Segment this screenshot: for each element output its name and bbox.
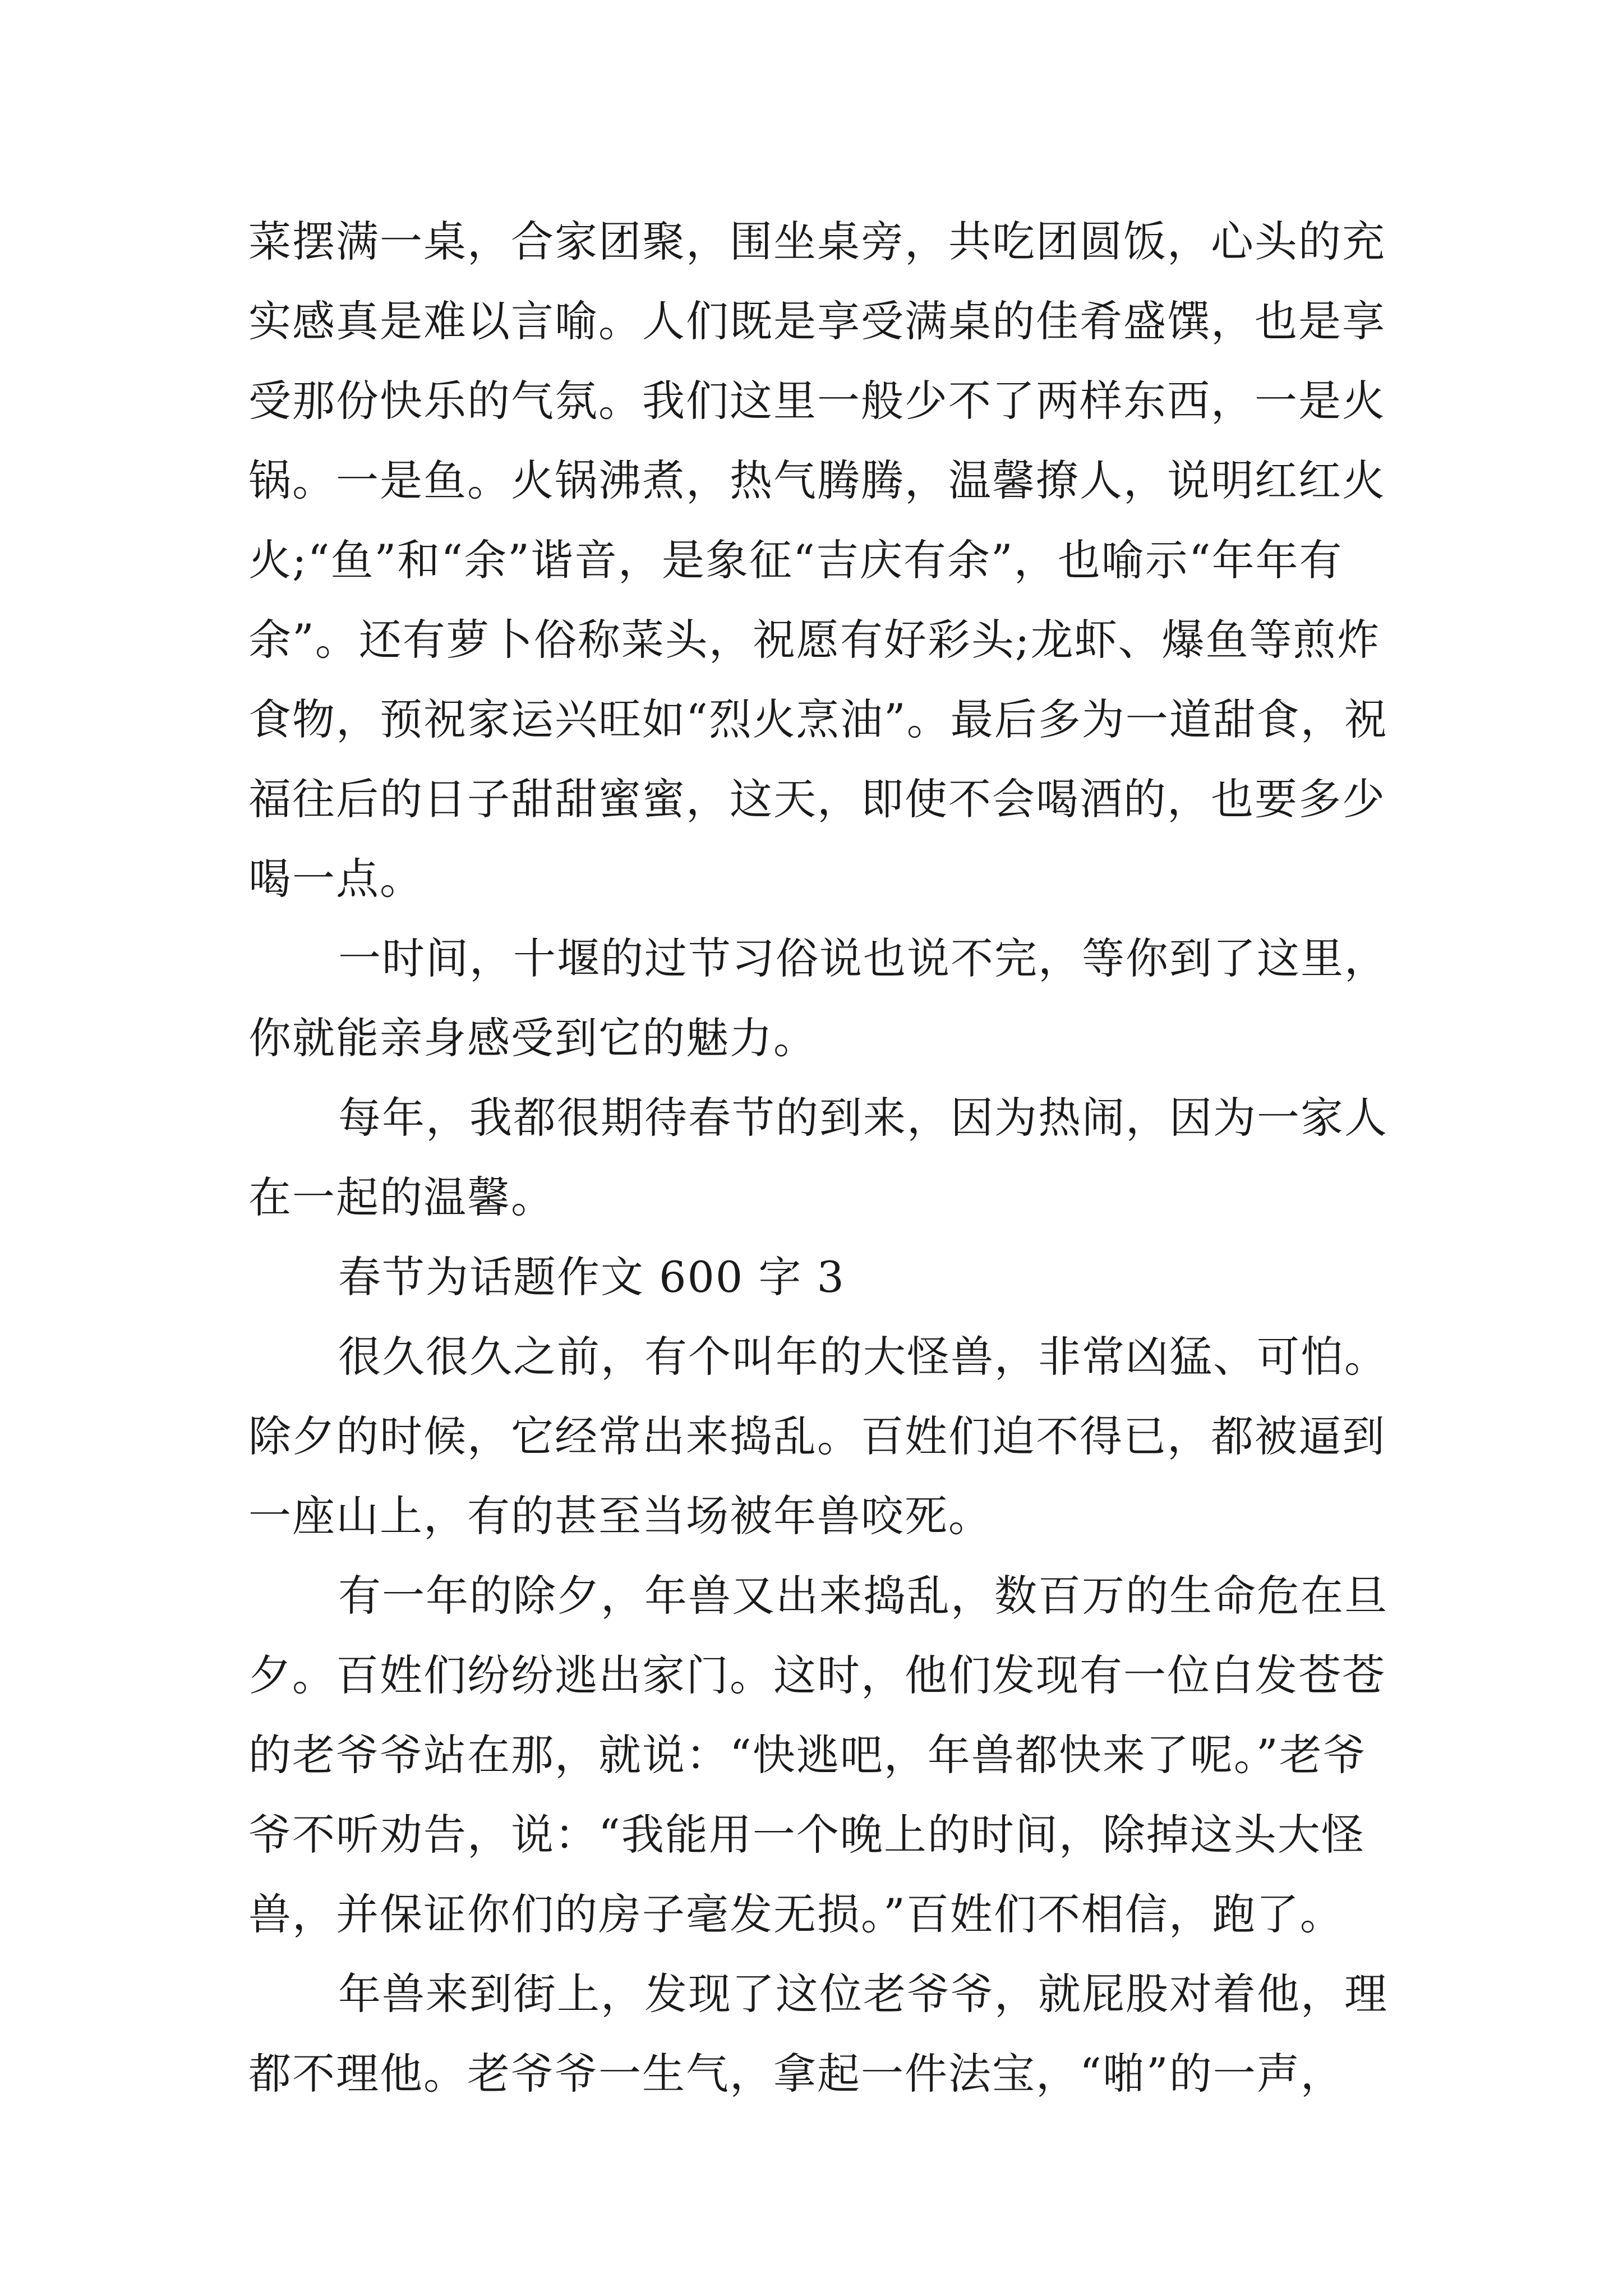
section-heading: 春节为话题作文 600 字 3 <box>338 1252 845 1302</box>
document-body <box>248 202 1393 2114</box>
paragraph-looking-forward: 每年，我都很期待春节的到来，因为热闹，因为一家人在一起的温馨。 <box>248 1093 1388 1222</box>
paragraph-new-year-dinner: 菜摆满一桌，合家团聚，围坐桌旁，共吃团圆饭，心头的充实感真是难以言喻。人们既是享受满桌的佳肴盛馔，也是享受那份快乐的气氛。我们这里一般少不了两样东西，一是火锅。一是鱼。火锅沸煮，热气腾腾，温馨撩人，说明红红火火;“鱼”和“余”谐音，是象征“吉庆有余”，也喻示“年年有余”。还有萝卜俗称菜头，祝愿有好彩头;龙虾、爆鱼等煎炸食物，预祝家运兴旺如“烈火烹油”。最后多为一道甜食，祝福往后的日子甜甜蜜蜜，这天，即使不会喝酒的，也要多少喝一点。 <box>248 217 1388 904</box>
paragraph-shiyan-customs: 一时间，十堰的过节习俗说也说不完，等你到了这里，你就能亲身感受到它的魅力。 <box>248 933 1388 1063</box>
paragraph-monster-street: 年兽来到街上，发现了这位老爷爷，就屁股对着他，理都不理他。老爷爷一生气，拿起一件法宝，“啪”的一声， <box>248 1969 1388 2099</box>
paragraph-old-man: 有一年的除夕，年兽又出来捣乱，数百万的生命危在旦夕。百姓们纷纷逃出家门。这时，他们发现有一位白发苍苍的老爷爷站在那，就说：“快逃吧，年兽都快来了呢。”老爷爷不听劝告，说：“我能用一个晚上的时间，除掉这头大怪兽，并保证你们的房子毫发无损。”百姓们不相信，跑了。 <box>248 1571 1388 1939</box>
paragraph-nian-monster: 很久很久之前，有个叫年的大怪兽，非常凶猛、可怕。除夕的时候，它经常出来捣乱。百姓们迫不得已，都被逼到一座山上，有的甚至当场被年兽咬死。 <box>248 1332 1388 1541</box>
